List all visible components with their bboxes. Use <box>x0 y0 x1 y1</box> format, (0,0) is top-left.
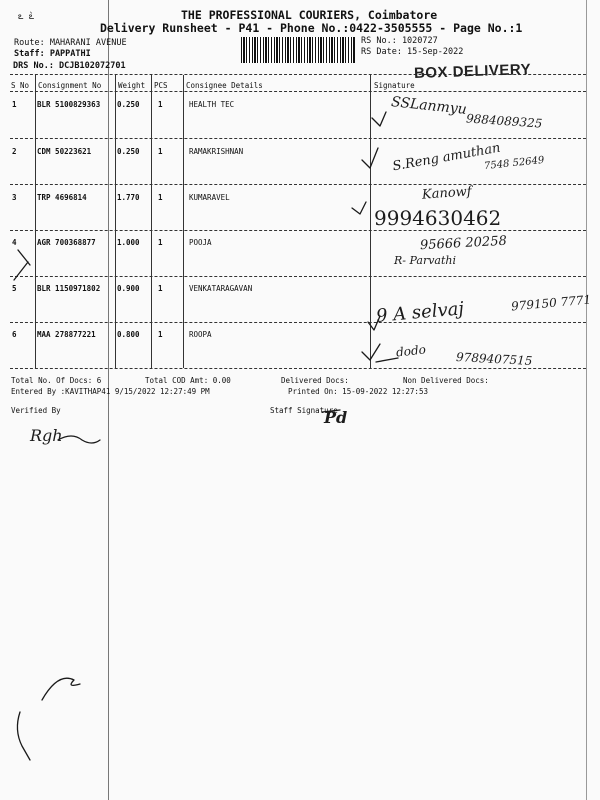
drs-label: DRS No.: DCJB102072701 <box>13 61 126 71</box>
row-sig-name: Kanowf <box>421 184 473 203</box>
row-sig-phone: 7548 52649 <box>483 154 545 173</box>
row-sig-phone: 9884089325 <box>465 111 543 131</box>
row-weight: 0.250 <box>117 100 140 109</box>
row-pcs: 1 <box>158 193 163 202</box>
row-pcs: 1 <box>158 284 163 293</box>
col-header-sno: S No <box>11 81 30 90</box>
row-sig-phone: 95666 20258 <box>419 233 508 254</box>
logo-scribble-icon: ఽ ̀ఽ <box>18 12 35 22</box>
col-header-consignment: Consignment No <box>38 81 102 90</box>
row-sig-name: S.Reng amuthan <box>391 140 502 175</box>
row-consignee: HEALTH TEC <box>189 100 235 109</box>
row-consignee: ROOPA <box>189 330 212 339</box>
row-sig-phone: 979150 7771 <box>510 292 592 314</box>
row-sig-phone: 9789407515 <box>455 350 533 368</box>
col-header-signature: Signature <box>374 81 415 90</box>
total-docs: Total No. Of Docs: 6 <box>11 376 102 385</box>
row-consignment: BLR 1150971802 <box>37 284 101 293</box>
row-sig-name: SSLanmyu <box>390 94 468 118</box>
row-consignment: BLR 5100829363 <box>37 100 101 109</box>
row-consignment: CDM 50223621 <box>37 147 92 156</box>
row-consignee: VENKATARAGAVAN <box>189 284 253 293</box>
row-consignee: KUMARAVEL <box>189 193 230 202</box>
row-pcs: 1 <box>158 330 163 339</box>
row-consignee: RAMAKRISHNAN <box>189 147 244 156</box>
verified-signature: Rgh <box>30 426 63 445</box>
col-header-pcs: PCS <box>154 81 168 90</box>
row-weight: 1.770 <box>117 193 140 202</box>
delivered-docs: Delivered Docs: <box>281 376 349 385</box>
row-weight: 1.000 <box>117 238 140 247</box>
row-sig-phone: 9994630462 <box>374 206 502 230</box>
row-sno: 5 <box>12 284 17 293</box>
row-weight: 0.900 <box>117 284 140 293</box>
row-sno: 6 <box>12 330 17 339</box>
rs-date-label: RS Date: 15-Sep-2022 <box>361 47 464 57</box>
row-consignee: POOJA <box>189 238 212 247</box>
verified-by-label: Verified By <box>11 406 61 415</box>
total-cod: Total COD Amt: 0.00 <box>145 376 231 385</box>
row-sig-name: 9 A selvaj <box>375 298 465 327</box>
printed-on: Printed On: 15-09-2022 12:27:53 <box>288 387 428 396</box>
row-sno: 1 <box>12 100 17 109</box>
route-label: Route: MAHARANI AVENUE <box>14 38 127 48</box>
row-sno: 3 <box>12 193 17 202</box>
col-header-weight: Weight <box>118 81 146 90</box>
row-pcs: 1 <box>158 147 163 156</box>
col-header-consignee: Consignee Details <box>186 81 263 90</box>
staff-label: Staff: PAPPATHI <box>14 49 91 59</box>
row-weight: 0.250 <box>117 147 140 156</box>
row-consignment: AGR 700368877 <box>37 238 96 247</box>
company-name: THE PROFESSIONAL COURIERS, Coimbatore <box>181 8 438 22</box>
staff-signature: Pd <box>324 408 348 427</box>
non-delivered-docs: Non Delivered Docs: <box>403 376 489 385</box>
rs-no-label: RS No.: 1020727 <box>361 36 438 46</box>
row-weight: 0.800 <box>117 330 140 339</box>
runsheet-title: Delivery Runsheet - P41 - Phone No.:0422-3505555 - Page No.:1 <box>100 21 523 35</box>
entered-by: Entered By :KAVITHAP41 9/15/2022 12:27:49 PM <box>11 387 210 396</box>
row-sig-name: dodo <box>395 342 427 360</box>
row-sno: 4 <box>12 238 17 247</box>
row-sig-name: R- Parvathi <box>394 254 457 267</box>
box-delivery-stamp: BOX DELIVERY <box>413 60 532 83</box>
staff-signature-label: Staff Signature <box>270 406 338 415</box>
row-sno: 2 <box>12 147 17 156</box>
row-pcs: 1 <box>158 238 163 247</box>
row-consignment: TRP 4696814 <box>37 193 87 202</box>
row-consignment: MAA 278877221 <box>37 330 96 339</box>
row-pcs: 1 <box>158 100 163 109</box>
